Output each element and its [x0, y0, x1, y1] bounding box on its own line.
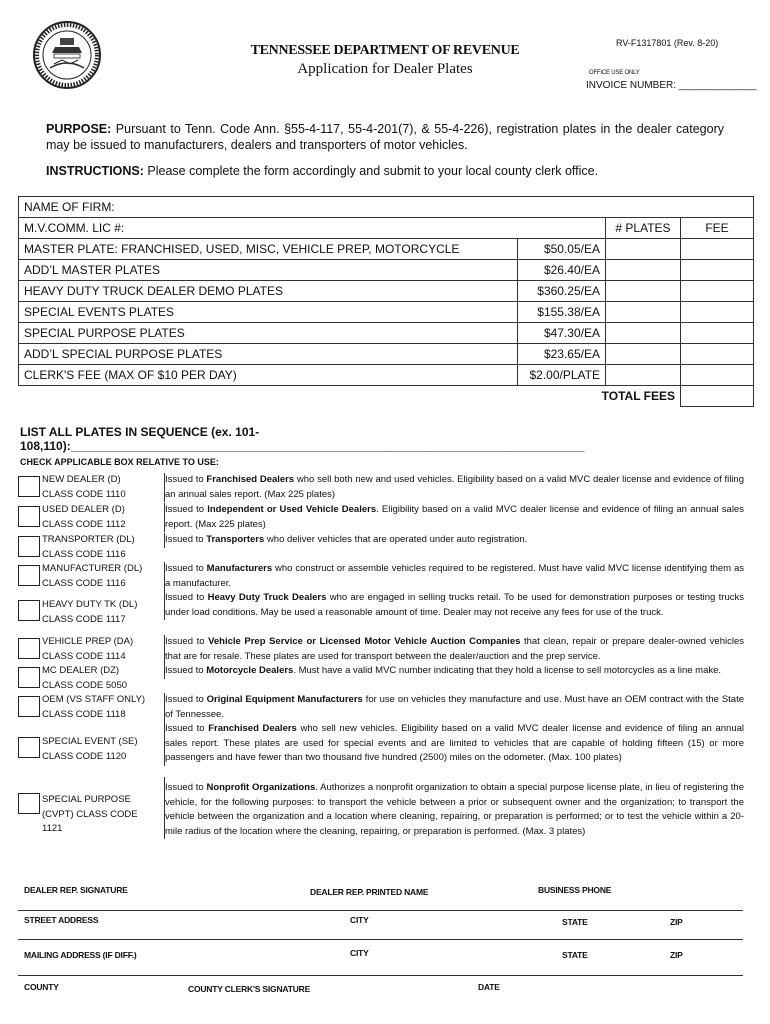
list-item — [18, 591, 746, 635]
plates-count-input[interactable] — [606, 239, 681, 260]
list-item — [18, 503, 746, 532]
plates-count-input[interactable] — [606, 365, 681, 386]
table-row — [19, 302, 754, 323]
purpose-text: Pursuant to Tenn. Code Ann. §55-4-117, 55-4-201(7), & 55-4-226), registration plates in the dealer category may be issued to manufacturers, dealers and transporters of motor vehicles. — [46, 122, 724, 152]
oem-checkbox[interactable] — [18, 696, 40, 717]
plate-type-label: SPECIAL EVENTS PLATES — [19, 302, 518, 323]
fee-input[interactable] — [681, 302, 754, 323]
mailing-line[interactable] — [18, 975, 743, 976]
fee-input[interactable] — [681, 365, 754, 386]
county-label: COUNTY — [24, 982, 59, 992]
special-purpose-checkbox[interactable] — [18, 793, 40, 814]
plates-count-input[interactable] — [606, 344, 681, 365]
class-code: MC DEALER (DZ) CLASS CODE 5050 — [42, 665, 128, 691]
tennessee-seal-icon — [32, 20, 102, 90]
plates-count-input[interactable] — [606, 281, 681, 302]
plate-price: $26.40/EA — [518, 260, 606, 281]
plate-type-label: ADD’L SPECIAL PURPOSE PLATES — [19, 344, 518, 365]
class-code: SPECIAL PURPOSE (CVPT) CLASS CODE 1121 — [42, 794, 138, 834]
class-code: MANUFACTURER (DL) CLASS CODE 1116 — [42, 563, 143, 589]
zip-label: ZIP — [670, 917, 683, 927]
plates-count-input[interactable] — [606, 323, 681, 344]
used-dealer-checkbox[interactable] — [18, 506, 40, 527]
class-description: Issued to Transporters who deliver vehicles that are operated under auto registration. — [164, 533, 744, 548]
fee-input[interactable] — [681, 281, 754, 302]
business-phone-label: BUSINESS PHONE — [538, 885, 612, 895]
transporter-checkbox[interactable] — [18, 536, 40, 557]
total-fees-input[interactable] — [681, 386, 754, 407]
table-row — [19, 344, 754, 365]
table-row — [19, 365, 754, 386]
state-label: STATE — [562, 917, 588, 927]
plate-price: $47.30/EA — [518, 323, 606, 344]
clerk-signature-label: COUNTY CLERK'S SIGNATURE — [188, 984, 311, 994]
special-event-checkbox[interactable] — [18, 737, 40, 758]
class-description: Issued to Manufacturers who construct or assemble vehicles required to be registered. Must have valid MVC license identifying them as a manufacturer. — [164, 562, 744, 591]
fee-column-header: FEE — [681, 218, 754, 239]
plate-price: $155.38/EA — [518, 302, 606, 323]
list-item — [18, 664, 746, 693]
plate-price: $23.65/EA — [518, 344, 606, 365]
fee-input[interactable] — [681, 239, 754, 260]
form-title: Application for Dealer Plates — [297, 61, 473, 77]
mailing-address-label: MAILING ADDRESS (IF DIFF.) — [24, 950, 137, 960]
plates-count-input[interactable] — [606, 302, 681, 323]
list-item — [18, 722, 746, 778]
purpose-paragraph — [46, 121, 724, 153]
firm-name-field[interactable]: NAME OF FIRM: — [19, 197, 754, 218]
new-dealer-checkbox[interactable] — [18, 476, 40, 497]
class-code: VEHICLE PREP (DA) CLASS CODE 1114 — [42, 636, 134, 662]
class-description: Issued to Motorcycle Dealers. Must have a valid MVC number indicating that they hold a license to sell motorcycles as a line make. — [164, 664, 744, 679]
address-line[interactable] — [18, 939, 743, 940]
class-code: HEAVY DUTY TK (DL) CLASS CODE 1117 — [42, 599, 138, 625]
street-address-label: STREET ADDRESS — [24, 915, 99, 925]
table-row — [19, 260, 754, 281]
class-description: Issued to Heavy Duty Truck Dealers who are engaged in selling trucks retail. To be used for demonstration purposes or testing trucks under load conditions. May be used a reasonable amount of time. Dealer may not receive any fees for use of the truck. — [164, 591, 744, 620]
fee-input[interactable] — [681, 323, 754, 344]
fee-input[interactable] — [681, 344, 754, 365]
class-description: Issued to Vehicle Prep Service or Licensed Motor Vehicle Auction Companies that clean, repair or prepare dealer-owned vehicles that are for resale. These plates are used for transport between the dealer/auction and the prep service. — [164, 635, 744, 664]
plate-type-label: SPECIAL PURPOSE PLATES — [19, 323, 518, 344]
purpose-label: PURPOSE: — [46, 122, 112, 136]
fee-table — [18, 196, 754, 407]
list-item — [18, 777, 746, 851]
plate-sequence-field[interactable]: LIST ALL PLATES IN SEQUENCE (ex. 101-108,110):_____________________________________________________________________________ — [20, 425, 585, 453]
class-description: Issued to Original Equipment Manufacturers for use on vehicles they manufacture and use. Must have an OEM contract with the State of Tennessee. — [164, 693, 744, 722]
list-item — [18, 635, 746, 664]
office-use-label: OFFICE USE ONLY — [589, 70, 640, 76]
city-label: CITY — [350, 915, 369, 925]
plate-type-label: CLERK'S FEE (MAX OF $10 PER DAY) — [19, 365, 518, 386]
list-item — [18, 473, 746, 502]
dealer-signature-label: DEALER REP. SIGNATURE — [24, 885, 128, 895]
mailing-state-label: STATE — [562, 950, 588, 960]
list-item — [18, 533, 746, 562]
instructions-text: Please complete the form accordingly and submit to your local county clerk office. — [143, 164, 599, 178]
heavy-duty-truck-checkbox[interactable] — [18, 600, 40, 621]
vehicle-prep-checkbox[interactable] — [18, 638, 40, 659]
form-number: RV-F1317801 (Rev. 8-20) — [616, 38, 719, 48]
class-description: Issued to Nonprofit Organizations. Authorizes a nonprofit organization to obtain a special purpose license plate, in lieu of registering the vehicle, for the following purposes: to transport the vehicle between a prior or subsequent owner and the organization; to transport the vehicle between the organization and a location where cleaning, repairing, or preparation is performed; or to test the vehicle within a 20-mile radius of the location where the cleaning, repairing, or preparation is performed. (Max. 3 plates) — [164, 777, 744, 839]
department-title: TENNESSEE DEPARTMENT OF REVENUE — [250, 43, 520, 58]
date-label: DATE — [478, 982, 500, 992]
plate-type-label: ADD’L MASTER PLATES — [19, 260, 518, 281]
manufacturer-checkbox[interactable] — [18, 565, 40, 586]
motorcycle-dealer-checkbox[interactable] — [18, 667, 40, 688]
class-description: Issued to Franchised Dealers who sell both new and used vehicles. Eligibility based on a valid MVC dealer license and evidence of filing an annual sales report. (Max 225 plates) — [164, 473, 744, 502]
check-box-title: CHECK APPLICABLE BOX RELATIVE TO USE: — [20, 457, 219, 467]
dealer-printed-name-label: DEALER REP. PRINTED NAME — [310, 887, 429, 897]
list-item — [18, 693, 746, 722]
instructions-paragraph — [46, 164, 598, 178]
class-code: NEW DEALER (D) CLASS CODE 1110 — [42, 474, 126, 500]
total-fees-label: TOTAL FEES — [518, 386, 681, 407]
table-row — [19, 239, 754, 260]
class-code: USED DEALER (D) CLASS CODE 1112 — [42, 504, 126, 530]
plate-type-label: HEAVY DUTY TRUCK DEALER DEMO PLATES — [19, 281, 518, 302]
plates-count-input[interactable] — [606, 260, 681, 281]
class-description: Issued to Franchised Dealers who sell new vehicles. Eligibility based on a valid MVC dealer license and evidence of filing an annual sales report. These plates are used for special events and are limited to vehicles that are capable of holding fifteen (15) or more passengers and have fewer than two thousand five hundred (2500) miles on the odometer. (Max. 100 plates) — [164, 722, 744, 766]
list-item — [18, 562, 746, 591]
license-field[interactable]: M.V.COMM. LIC #: — [19, 218, 606, 239]
plate-price: $50.05/EA — [518, 239, 606, 260]
plate-price: $2.00/PLATE — [518, 365, 606, 386]
fee-input[interactable] — [681, 260, 754, 281]
table-row — [19, 323, 754, 344]
signature-line[interactable] — [18, 910, 743, 911]
table-row — [19, 281, 754, 302]
mailing-city-label: CITY — [350, 948, 369, 958]
class-description: Issued to Independent or Used Vehicle Dealers. Eligibility based on a valid MVC dealer license and evidence of filing an annual sales report. (Max 225 plates) — [164, 503, 744, 532]
plate-price: $360.25/EA — [518, 281, 606, 302]
plate-type-label: MASTER PLATE: FRANCHISED, USED, MISC, VEHICLE PREP, MOTORCYCLE — [19, 239, 518, 260]
invoice-number-field[interactable]: INVOICE NUMBER: ______________ — [586, 80, 757, 91]
mailing-zip-label: ZIP — [670, 950, 683, 960]
instructions-label: INSTRUCTIONS: — [46, 164, 144, 178]
class-code: TRANSPORTER (DL) CLASS CODE 1116 — [42, 534, 135, 560]
plates-column-header: # PLATES — [606, 218, 681, 239]
class-code: SPECIAL EVENT (SE) CLASS CODE 1120 — [42, 736, 138, 762]
class-code: OEM (VS STAFF ONLY) CLASS CODE 1118 — [42, 694, 146, 720]
